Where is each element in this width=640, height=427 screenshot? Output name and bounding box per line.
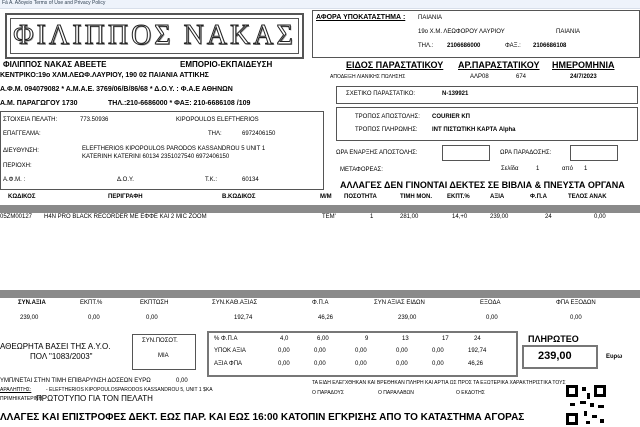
customer-afm-label: Α.Φ.Μ. : [3, 177, 26, 183]
doc-type-value: ΑΠΟΔΕΙΞΗ ΛΙΑΝΙΚΗΣ ΠΩΛΗΣΗΣ [330, 74, 406, 80]
company-activity: ΕΜΠΟΡΙΟ-ΕΚΠΑΙΔΕΥΣΗ [180, 60, 273, 69]
browser-top-strip [0, 0, 640, 9]
payment-method-label: ΤΡΟΠΟΣ ΠΛΗΡΩΜΗΣ: [355, 127, 418, 133]
logo-inner-frame [10, 18, 299, 54]
col-code: ΚΩΔΙΚΟΣ [8, 194, 36, 200]
customer-address-label: ΔΙΕΥΘΥΝΣΗ: [3, 148, 39, 154]
vat-net-13: 0,00 [396, 348, 408, 354]
recipient-value: - ELEFTHERIOS KIPOPOULOSPARODOS KASSANDROU 5, UNIT 1 $KA [46, 387, 213, 393]
delivery-time-label: ΩΡΑ ΠΑΡΑΔΟΣΗΣ: [500, 150, 552, 156]
vat-note-line2: ΠΟΛ "1083/2003" [30, 352, 93, 361]
totals-discount: 0,00 [146, 315, 158, 321]
totals-expenses: 0,00 [486, 315, 498, 321]
customer-code-label: ΣΤΟΙΧΕΙΑ ΠΕΛΑΤΗ: [3, 117, 58, 123]
col-quantity: ΠΟΣΟΤΗΤΑ [344, 194, 377, 200]
col-vat: Φ.Π.Α [530, 194, 547, 200]
customer-profession-label: ΕΠΑΓΓΕΛΜΑ: [3, 131, 41, 137]
table-row [0, 214, 640, 224]
col-unit-price: ΤΙΜΗ ΜΟΝ. [400, 194, 432, 200]
page-of: 1 [584, 166, 588, 172]
carrier-label: ΜΕΤΑΦΟΡΕΑΣ: [340, 167, 383, 173]
vat-h-13: 13 [402, 336, 409, 342]
row-unit: TEM' [322, 214, 336, 220]
vat-h-24: 24 [474, 336, 481, 342]
doc-number-title: ΑΡ.ΠΑΡΑΣΤΑΤΙΚΟΥ [458, 60, 540, 70]
logo-text: ΦΙΛΙΠΠΟΣ ΝΑΚΑΣ [13, 20, 296, 51]
customer-tel: 6972406150 [242, 131, 276, 137]
company-tax-line: Α.Φ.Μ. 094079082 * Α.Μ.Α.Ε. 3769/06/Β/86/68 * Δ.Ο.Υ. : Φ.Α.Ε ΑΘΗΝΩΝ [0, 86, 233, 93]
doc-date: 24/7/2023 [570, 74, 597, 80]
dispatch-city: ΠΑΙΑΝΙΑ [556, 29, 581, 35]
dispatch-address: 19ο Χ.Μ. ΛΕΩΦΟΡΟΥ ΛΑΥΡΙΟΥ [418, 29, 505, 35]
totals-h-vat: Φ.Π.Α [312, 300, 329, 306]
company-address: ΚΕΝΤΡΙΚΟ:19ο ΧΛΜ.ΛΕΩΦ.ΛΑΥΡΙΟΥ, 190 02 ΠΑΙΑΝΙΑ ΑΤΤΙΚΗΣ [0, 72, 209, 79]
delivery-time-field [570, 145, 618, 161]
customer-doy-label: Δ.Ο.Υ. [117, 177, 134, 183]
totals-band [0, 290, 640, 298]
col-value: ΑΞΙΑ [490, 194, 505, 200]
vat-amt-6: 0,00 [314, 361, 326, 367]
customer-tel-label: ΤΗΛ: [208, 131, 222, 137]
vat-h-9: 9 [365, 336, 369, 342]
totals-items: 239,00 [398, 315, 417, 321]
related-doc-value: Ν-139921 [442, 91, 469, 97]
total-qty-unit: ΜΙΑ [158, 353, 169, 359]
items-table-header [0, 194, 640, 204]
page-number: 1 [536, 166, 540, 172]
totals-h-discount: ΕΚΠΤΩΣΗ [140, 300, 169, 306]
vat-amt-4: 0,00 [278, 361, 290, 367]
totals-values [0, 315, 640, 325]
row-code: 05ZM00127 [0, 214, 33, 220]
qr-code [566, 385, 608, 427]
page-label: Σελίδα [501, 166, 519, 172]
items-header-band [0, 205, 640, 213]
vat-amt-13: 0,00 [396, 361, 408, 367]
customer-code: 773.50936 [80, 117, 109, 123]
fee-value: 0,00 [176, 378, 188, 384]
totals-h-exp-vat: ΦΠΑ ΕΞΟΔΩΝ [556, 300, 596, 306]
vat-net-9: 0,00 [355, 348, 367, 354]
vat-net-17: 0,00 [432, 348, 444, 354]
company-logo [5, 13, 304, 59]
copy-label: ΠΡΩΤΟΤΥΠΟ ΓΙΑ ΤΟΝ ΠΕΛΑΤΗ [36, 394, 153, 403]
fee-note: ΥΜΠ/ΝΕΤΑΙ ΣΤΗΝ ΤΙΜΗ ΕΠΙΒΑΡΥΝΣΗ ΔΟΣΕΩΝ ΕΥΡΩ [0, 378, 151, 384]
row-unit-price: 281,00 [400, 214, 419, 220]
shipping-method: COURIER ΚΠ [432, 114, 471, 120]
start-time-label: ΩΡΑ ΕΝΑΡΞΗΣ ΑΠΟΣΤΟΛΗΣ: [336, 150, 418, 156]
totals-gross: 239,00 [20, 315, 39, 321]
notice-top: ΑΛΛΑΓΕΣ ΔΕΝ ΓΙΝΟΝΤΑΙ ΔΕΚΤΕΣ ΣΕ ΒΙΒΛΙΑ & ΠΝΕΥΣΤΑ ΟΡΓΑΝΑ [340, 180, 625, 190]
vat-net-24: 192,74 [468, 348, 487, 354]
doc-type-title: ΕΙΔΟΣ ΠΑΡΑΣΤΑΤΙΚΟΥ [346, 60, 444, 70]
vat-row-vat [210, 361, 510, 371]
col-discount: ΕΚΠΤ.% [447, 194, 470, 200]
related-doc-label: ΣΧΕΤΙΚΟ ΠΑΡΑΣΤΑΤΙΚΟ: [346, 91, 416, 97]
doc-date-title: ΗΜΕΡΟΜΗΝΙΑ [552, 60, 615, 70]
totals-h-net: ΣΥΝ.ΚΑΘ.ΑΞΙΑΣ [212, 300, 258, 306]
col-fee: ΤΕΛΟΣ ΑΝΑΚ [568, 194, 607, 200]
row-quantity: 1 [370, 214, 374, 220]
signature-issuer: Ο ΕΚΔΟΤΗΣ [456, 390, 485, 396]
totals-h-gross: ΣΥΝ.ΑΞΙΑ [18, 300, 46, 306]
doc-number: 674 [516, 74, 527, 80]
start-time-field [442, 145, 490, 161]
row-value: 239,00 [490, 214, 509, 220]
shipping-method-label: ΤΡΟΠΟΣ ΑΠΟΣΤΟΛΗΣ: [355, 114, 420, 120]
vat-amt-17: 0,00 [432, 361, 444, 367]
total-qty-label: ΣΥΝ.ΠΟΣΟΤ. [142, 338, 178, 344]
dispatch-branch: ΠΑΙΑΝΙΑ [418, 15, 443, 21]
totals-vat: 46,26 [318, 315, 334, 321]
customer-name: KIPOPOULOS ELEFTHERIOS [176, 117, 259, 123]
signature-receiver: Ο ΠΑΡΑΛΑΒΩΝ [378, 390, 414, 396]
dispatch-fax: 2106686108 [533, 43, 567, 49]
vat-h-4: 4,0 [280, 336, 289, 342]
doc-series: ΑΛΡ08 [470, 74, 489, 80]
totals-header [0, 300, 640, 310]
vat-net-4: 0,00 [278, 348, 290, 354]
totals-exp-vat: 0,00 [570, 315, 582, 321]
recipient-label: ΑΡΑΛΗΠΤΗΣ: [0, 387, 32, 393]
page-of-label: από [562, 166, 573, 172]
col-barcode: Β.ΚΩΔΙΚΟΣ [222, 194, 256, 200]
customer-address-line1: ELEFTHERIOS KIPOPOULOS PARODOS KASSANDROU 5 UNIT 1 [82, 146, 266, 152]
totals-h-expenses: ΕΞΟΔΑ [480, 300, 501, 306]
company-gemi-line: Α.Μ. ΠΑΡΑΓΩΓΟΥ 1730 [0, 100, 78, 107]
vat-h-6: 6,00 [317, 336, 329, 342]
col-unit: Μ/Μ [320, 194, 332, 200]
payable-label: ΠΛΗΡΩΤΕΟ [528, 334, 579, 344]
vat-h-label: % Φ.Π.Α [214, 336, 238, 342]
vat-amt-24: 46,26 [468, 361, 484, 367]
customer-tk-label: Τ.Κ.: [205, 177, 218, 183]
company-name: ΦΙΛΙΠΠΟΣ ΝΑΚΑΣ ΑΒΕΕΤΕ [3, 60, 107, 69]
vat-h-17: 17 [442, 336, 449, 342]
customer-address-line2: KATERINH KATERINI 60134 2351027540 6972406150 [82, 154, 230, 160]
payable-amount: 239,00 [538, 350, 572, 362]
col-description: ΠΕΡΙΓΡΑΦΗ [108, 194, 143, 200]
dispatch-fax-label: ΦΑΞ.: [505, 43, 521, 49]
vat-row-net [210, 348, 510, 358]
row-fee: 0,00 [594, 214, 606, 220]
row-vat: 24 [545, 214, 552, 220]
vat-net-label: ΥΠΟΚ ΑΞΙΑ [214, 348, 246, 354]
shipping-box [336, 107, 638, 141]
recipient-extra: ΠΡΙΜΗΙΚΑΤΕΡΙΝΗ [0, 396, 43, 402]
totals-net: 192,74 [234, 315, 253, 321]
customer-tk: 60134 [242, 177, 259, 183]
dispatch-tel-label: ΤΗΛ.: [418, 43, 434, 49]
bottom-notice: ΛΛΑΓΕΣ ΚΑΙ ΕΠΙΣΤΡΟΦΕΣ ΔΕΚΤ. ΕΩΣ ΠΑΡ. ΚΑΙ ΕΩΣ 16:00 ΚΑΤΟΠΙΝ ΕΓΚΡΙΣΗΣ ΑΠΟ ΤΟ ΚΑΤΑΣΤΗΜΑ ΑΓΟΡΑΣ [0, 412, 525, 423]
vat-amt-9: 0,00 [355, 361, 367, 367]
dispatch-label: ΑΦΟΡΑ ΥΠΟΚΑΤΑΣΤΗΜΑ : [316, 14, 406, 21]
totals-h-disc-pct: ΕΚΠΤ.% [80, 300, 103, 306]
vat-amt-label: ΑΞΙΑ ΦΠΑ [214, 361, 243, 367]
browser-strip-text[interactable]: Fá A. Aδογείο Terms of Use and Privacy Policy [2, 0, 106, 6]
vat-net-6: 0,00 [314, 348, 326, 354]
totals-disc-pct: 0,00 [88, 315, 100, 321]
totals-h-items: ΣΥΝ ΑΞΙΑΣ ΕΙΔΩΝ [374, 300, 425, 306]
signature-deliverer: Ο ΠΑΡΑΔΟΥΣ [312, 390, 344, 396]
row-description: H4N PRO BLACK RECORDER ME ΕΦΦΕ KAI 2 MIC ZOOM [44, 214, 207, 220]
customer-area-label: ΠΕΡΙΟΧΗ: [3, 163, 32, 169]
payable-currency: Ευρω [606, 354, 623, 360]
check-note: ΤΑ ΕΙΔΗ ΕΛΕΓΧΘΗΚΑΝ ΚΑΙ ΒΡΕΘΗΚΑΝ ΠΛΗΡΗ ΚΑΙ ΑΡΤΙΑ ΩΣ ΠΡΟΣ ΤΑ ΕΞΩΤΕΡΙΚΑ ΧΑΡΑΚΤΗΡΙΣΤΙΚΑ ΤΟΥΣ [312, 380, 566, 386]
row-discount: 14,+0 [452, 214, 468, 220]
vat-note-line1: ΑΘΕΩΡΗΤΑ ΒΑΣΕΙ ΤΗΣ Α.Υ.Ο. [0, 342, 111, 351]
vat-table-header [210, 336, 510, 346]
dispatch-tel: 2106686000 [447, 43, 481, 49]
company-phone-line: ΤΗΛ.:210-6686000 * ΦΑΞ: 210-6686108 /109 [108, 100, 251, 107]
payment-method: ΙΝΤ ΠΙΣΤΩΤΙΚΗ ΚΑΡΤΑ Alpha [432, 127, 516, 133]
